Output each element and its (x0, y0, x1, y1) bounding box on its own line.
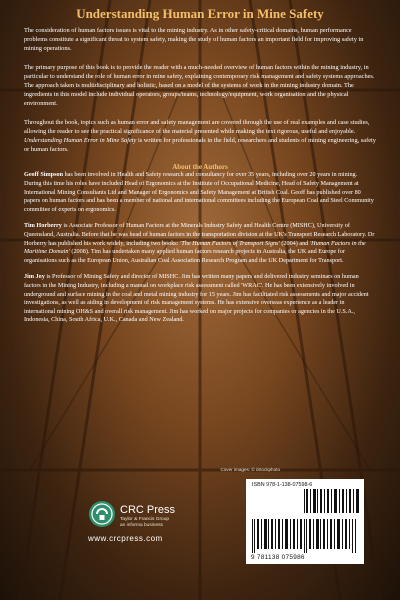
author-name-joy: Jim Joy (24, 273, 45, 281)
ean-digits: 9 781138 075986 (251, 554, 305, 561)
paragraph-3-book-title: Understanding Human Error in Mine Safety (24, 137, 137, 145)
author-name-simpson: Geoff Simpson (24, 171, 64, 179)
publisher-tagline: an informa business (120, 523, 163, 528)
isbn-label: ISBN 978-1-138-07598-6 (252, 482, 313, 488)
description-paragraph-2: The primary purpose of this book is to provide the reader with a much-needed overview of human factors within the mining industry, in particular to understand the role of human error in mine safety, explaining contemporary risk management and safety systems approaches. The approach taken is multidisciplinary and holistic, based on a model of the systems of work in the mining industry domain. The ingredients in this model include individual operators, groups/teams, technology/equipment, work organisation and the physical environment. (24, 63, 375, 108)
description-paragraph-1: The consideration of human factors issues is vital to the mining industry. As in other safety-critical domains, human performance problems constitute a significant threat to system safety, making the study of human factors an important field for improving safety in mining operations. (24, 27, 364, 53)
author-bio-joy (24, 273, 376, 325)
author-text-joy: is Professor of Mining Safety and director of MISHC. Jim has written many papers and delivered industry seminars on human factors in the Mining Industry, including a manual on workplace risk assessment called 'WRAC'. He has been extensively involved in underground and surface mining in the coal and metal mining industry for 15 years. Jim has facilitated risk assessments and major accident investigations, as well as aiding in development of risk management systems. He has extensive overseas experience as a leader in international mining OH&S and overall risk management. Jim has worked on major projects for companies or agencies in the U.S.A., Indonesia, China, South Africa, U.K., Canada and New Zealand. (24, 273, 369, 324)
publisher-block (88, 500, 220, 570)
author-text-horberry-1: is Associate Professor of Human Factors at the Minerals Industry Safety and Health Centre (MISHC), University of Queensland, Australia. Before that he was head of human factors in the transportation division at the UK's Transport Research Laboratory. Dr Horberry has published his work widely, including two books: (24, 222, 375, 247)
author-book-1: 'The Human Factors of Transport Signs' (180, 239, 280, 247)
description-paragraph-3 (24, 118, 376, 155)
book-title: Understanding Human Error in Mine Safety (76, 6, 324, 21)
ean-barcode (252, 519, 358, 553)
publisher-group: Taylor & Francis Group (120, 517, 170, 522)
cover-image-credit: Cover images: © iStockphoto (220, 467, 280, 472)
isbn-barcode (246, 479, 364, 564)
author-text-horberry-2: (2004) and (279, 239, 310, 247)
publisher-name: CRC Press (120, 504, 176, 516)
author-bio-horberry (24, 222, 376, 265)
cover-text-block (24, 6, 376, 333)
author-text-horberry-3: (2008). Tim has undertaken many applied human factors research projects in Australia, the UK and Europe for organisations such as the European Union, Australian Coal Association Research Program and the UK Department for Transport. (24, 248, 345, 264)
paragraph-3-start: Throughout the book, topics such as human error and safety management are covered through the use of real examples and case studies, allowing the reader to see the practical significance of the material presented while making the text rigorous, useful and enjoyable. (24, 118, 370, 135)
author-book-2: 'Human Factors in the Maritime Domain' (24, 239, 366, 256)
publisher-url[interactable]: www.crcpress.com (88, 534, 163, 543)
price-barcode (304, 489, 360, 513)
crc-press-logo-icon (88, 500, 116, 528)
paragraph-3-end: is written for professionals in the field, researchers and students of mining engineering, safety or human factors. (24, 137, 376, 154)
author-name-horberry: Tim Horberry (24, 222, 62, 230)
author-bio-simpson (24, 171, 376, 214)
author-text-simpson: has been involved in Health and Safety research and consultancy for over 35 years, including over 20 years in mining. During this time his roles have included Head of Ergonomics at the Institute of Occupational Medicine, Head of Safety Management at International Mining Consultants Ltd and Manager of Ergonomics and Safety Management at British Coal. Geoff has published over 80 papers on human factors and has been a member of national and international committees including the European Coal and Steel Community committee of experts on ergonomics. (24, 171, 374, 213)
about-authors-heading: About the Authors (172, 163, 228, 172)
